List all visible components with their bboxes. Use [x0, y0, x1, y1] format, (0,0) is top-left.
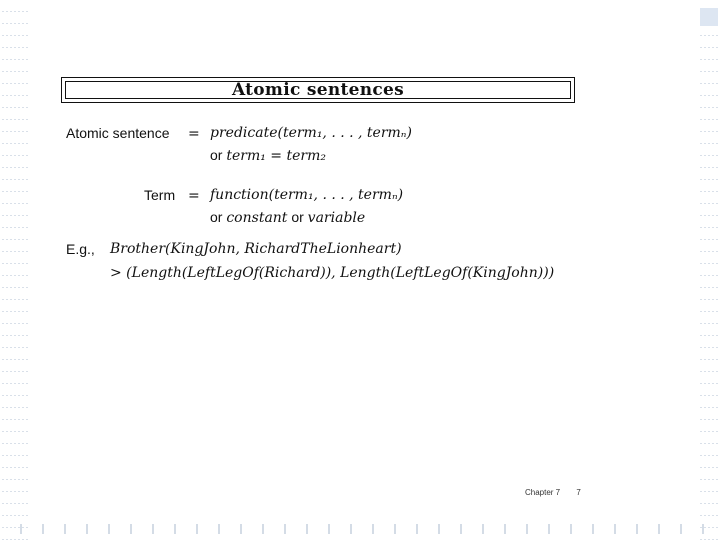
example-label: E.g.,: [66, 241, 95, 257]
slide-title: Atomic sentences: [231, 80, 405, 100]
title-box-inner: [65, 81, 571, 99]
example-line2-row: [110, 264, 554, 281]
slide-footer: [525, 488, 581, 497]
atomic-def1: predicate(term₁, . . . , termₙ): [210, 125, 412, 141]
atomic-or: or: [210, 147, 223, 163]
term-constant: constant: [226, 210, 288, 226]
footer-chapter: Chapter 7: [525, 488, 561, 497]
footer-page-number: 7: [576, 488, 581, 497]
atomic-def2: term₁ = term₂: [226, 148, 326, 164]
atomic-def2-row: [210, 147, 326, 164]
example-line1-row: [110, 240, 402, 257]
term-or: or: [210, 209, 223, 225]
right-dot-border: [698, 0, 720, 540]
bottom-dot-border: [0, 524, 720, 534]
example-line2: > (Length(LeftLegOf(Richard)), Length(LeftLegOf(KingJohn))): [110, 265, 555, 281]
term-def1: function(term₁, . . . , termₙ): [210, 187, 404, 203]
atomic-def1-row: [210, 124, 412, 141]
term-or-2: or: [291, 209, 304, 225]
example-label-row: [66, 241, 95, 257]
atomic-sentence-label: Atomic sentence: [66, 125, 170, 141]
term-def2-row: [210, 209, 365, 226]
corner-mark: [700, 8, 718, 26]
term-eq: [188, 187, 200, 204]
term-label: Term: [144, 187, 176, 203]
term-variable: variable: [307, 210, 366, 226]
atomic-equals: =: [188, 126, 200, 142]
left-dot-border: [0, 0, 28, 540]
atomic-sentence-row: [66, 125, 170, 141]
term-row: [144, 187, 175, 203]
example-line1: Brother(KingJohn, RichardTheLionheart): [110, 241, 402, 257]
title-box: [61, 77, 575, 103]
term-def1-row: [210, 186, 403, 203]
atomic-eq: [188, 125, 200, 142]
term-equals: =: [188, 188, 200, 204]
